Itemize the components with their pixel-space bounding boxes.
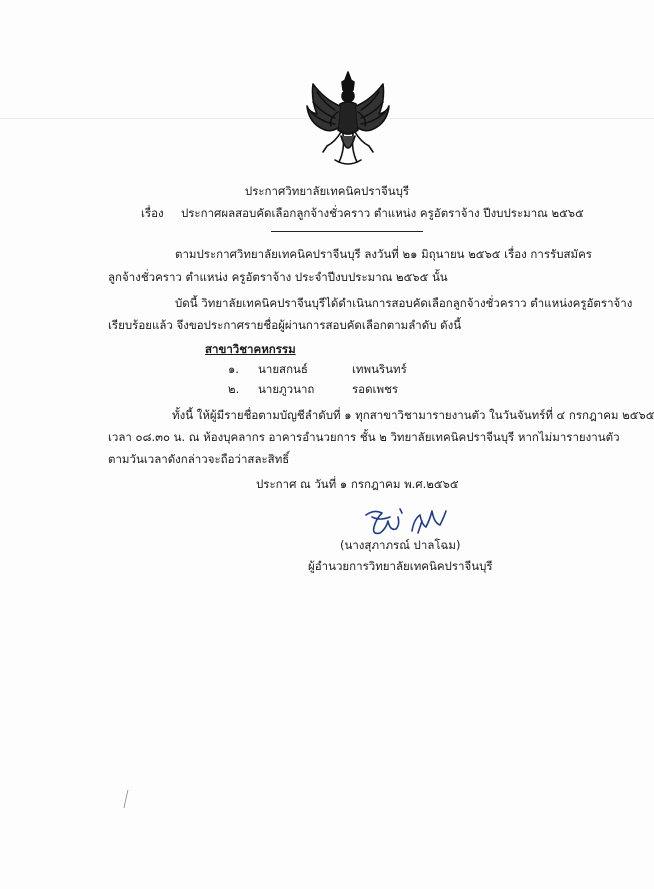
candidate-number: ๒. [228, 382, 240, 396]
org-title-row [0, 183, 654, 199]
candidate-first-name: นายภูวนาถ [258, 382, 315, 396]
subject-text: ประกาศผลสอบคัดเลือกลูกจ้างชั่วคราว ตำแหน่ง ครูอัตราจ้าง ปีงบประมาณ ๒๕๖๕ [180, 206, 584, 220]
candidate-row [228, 381, 239, 397]
candidate-row [228, 361, 239, 377]
para3-line1: ทั้งนี้ ให้ผู้มีรายชื่อตามบัญชีลำดับที่ ๑ ทุกสาขาวิชามารายงานตัว ในวันจันทร์ที่ ๔ กรกฎาคม ๒๕๖๕ [172, 408, 654, 422]
subject-row [141, 205, 584, 221]
candidate-last-name: รอดเพชร [352, 382, 399, 396]
candidate-last-name: เทพนรินทร์ [352, 362, 407, 376]
signer-position: ผู้อำนวยการวิทยาลัยเทคนิคปราจีนบุรี [308, 559, 493, 573]
header-divider [271, 231, 423, 232]
candidate-number: ๑. [228, 362, 239, 376]
org-title: ประกาศวิทยาลัยเทคนิคปราจีนบุรี [244, 184, 410, 198]
candidate-first-name: นายสกนธ์ [258, 362, 308, 376]
para2-line1: บัดนี้ วิทยาลัยเทคนิคปราจีนบุรีได้ดำเนินการสอบคัดเลือกลูกจ้างชั่วคราว ตำแหน่งครูอัตราจ้าง [175, 296, 633, 310]
para2-line2: เรียบร้อยแล้ว จึงขอประกาศรายชื่อผู้ผ่านการสอบคัดเลือกตามลำดับ ดังนี้ [108, 318, 462, 332]
section-heading: สาขาวิชาคหกรรม [205, 342, 296, 356]
stray-pen-mark [120, 788, 132, 810]
garuda-emblem-icon [305, 70, 391, 170]
handwritten-signature [360, 505, 450, 541]
signer-name: (นางสุภาภรณ์ ปาลโฉม) [340, 538, 461, 552]
para3-line3: ตามวันเวลาดังกล่าวจะถือว่าสละสิทธิ์ [108, 452, 290, 466]
para1-line2: ลูกจ้างชั่วคราว ตำแหน่ง ครูอัตราจ้าง ประจำปีงบประมาณ ๒๕๖๕ นั้น [108, 270, 448, 284]
para1-line1: ตามประกาศวิทยาลัยเทคนิคปราจีนบุรี ลงวันที่ ๒๑ มิถุนายน ๒๕๖๕ เรื่อง การรับสมัคร [175, 247, 592, 261]
announce-date: ประกาศ ณ วันที่ ๑ กรกฎาคม พ.ศ.๒๕๖๕ [256, 477, 459, 491]
para3-line2: เวลา ๐๘.๓๐ น. ณ ห้องบุคลากร อาคารอำนวยการ ชั้น ๒ วิทยาลัยเทคนิคปราจีนบุรี หากไม่มารายงานตัว [108, 430, 620, 444]
subject-label: เรื่อง [141, 206, 164, 220]
